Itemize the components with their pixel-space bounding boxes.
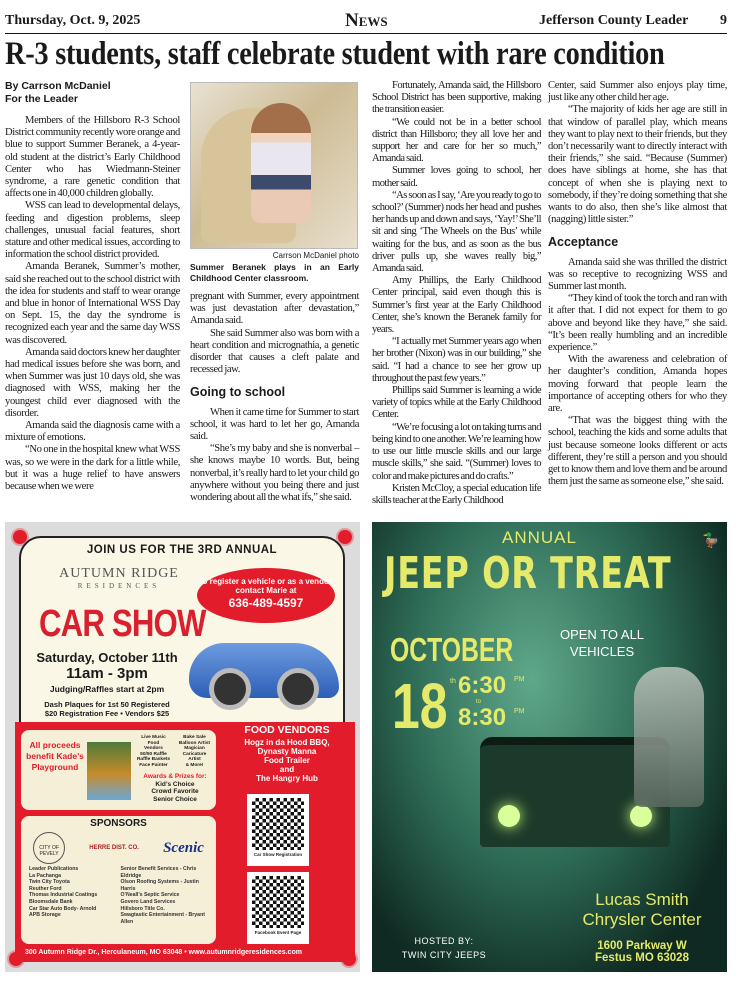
paragraph: Amanda Beranek, Summer’s mother, said she reached out to the school district with the idea for students and staff to wear orange and blue in honor of International WSS Day on Sept. 15, the day the syndrome is recognized each year and the same day WSS was discovered. [5,261,180,346]
paragraph: WSS can lead to developmental delays, feeding and digestion problems, sleep challenges, unusual facial features, short stature and other medical issues, according to information the school district provided. [5,200,180,261]
qr-label: Facebook Event Page [254,930,302,935]
author-affiliation: For the Leader [5,92,78,105]
list-item: Crowd Favorite [151,788,199,795]
paragraph: With the awareness and celebration of her daughter’s condition, Amanda hopes moving forward that people learn the importance of accepting others for who they are. [548,354,727,415]
logo-sub: RESIDENCES [77,582,161,590]
paragraphs [190,407,359,505]
page-header [5,10,727,34]
photo-caption: Summer Beranek plays in an Early Childhood Center classroom. [190,262,359,283]
paragraph: “No one in the hospital knew what WSS was, so we were in the dark for a little while, but it was a huge relief to have answers because when we were [5,444,180,493]
list-item: Artist [188,757,201,763]
start-time: 6:30 [458,672,507,699]
article-column-2 [190,82,359,504]
publication-name: Jefferson County Leader [539,13,689,28]
car-show-ad [5,522,360,972]
awards [136,773,214,803]
list-item: Bake Sale [183,735,206,740]
article-column-1 [5,80,180,493]
pevely-logo: CITY OF PEVELY [33,832,65,864]
paragraph: “They kind of took the torch and ran with it after that. I did not expect for them to go above and beyond like they have,” she said. “It’s been really humbling and an incredible experience.” [548,293,727,354]
list-item: Twin City Toyota [29,879,70,886]
pm-label: PM [514,708,525,715]
paragraph: Amanda said she was thrilled the district was so receptive to recognizing WSS and Summer last month. [548,256,727,293]
list-item: Face Painter [139,762,168,768]
event-date: Saturday, October 11th [36,650,178,665]
jeep-or-treat-ad [372,522,727,972]
list-item: La Pachanga [29,872,62,879]
jeep-or-treat-title: JEEP OR TREAT [384,548,672,599]
list-item: and [279,765,295,774]
qr-label: Car Show Registration [253,852,303,857]
paragraph: “We could not be in a better school district than Hillsboro; they all love her and support her and care for her so much,” Amanda said. [372,116,541,165]
paragraph: “She’s my baby and she is nonverbal – she knows maybe 10 words. But, being nonverbal, it’s really hard to let your child go anywhere without you being there and just wondering about all the what ifs,” she said. [190,443,359,504]
list-item: Food [147,740,160,746]
section-name: News [345,10,388,31]
phone-number: 636-489-4597 [228,596,304,610]
annual-label: ANNUAL [502,528,577,547]
list-item: Raffle Baskets [136,757,171,763]
food-vendors [221,724,353,783]
list-item: Senior Choice [153,795,197,803]
page-number: 9 [720,13,727,28]
paragraph: Kristen McCloy, a special education life skills teacher at the Early Childhood [372,482,541,506]
event-details [27,650,187,718]
awards-list [136,781,214,804]
list-item: Hillsboro Title Co. [120,905,165,912]
food-list [221,738,353,783]
paragraph: Summer loves going to school, her mother said. [372,165,541,189]
hosted-label: HOSTED BY: [414,936,474,946]
article-column-3 [372,80,541,507]
starburst-icon [338,530,352,544]
list-item: & More! [185,762,204,768]
list-item: Balloon Artist [178,740,211,746]
fee-line: $20 Registration Fee • Vendors $25 [44,709,170,718]
paragraph: “That was the biggest thing with the school, teaching the kids and some adults that just because someone looks different or acts different, they’re still a person and you should get to know them and love them and be around them just the same as someone else,” she said. [548,415,727,488]
grim-reaper-image [634,667,704,807]
list-item: Swagtastic Entertainment - Bryant Allen [120,912,205,925]
paragraph: “The majority of kids her age are still in that window of parallel play, which means they want to play next to their friends, but they don’t necessarily want to directly interact with their friends,” she said. “Because (Summer) does have siblings at home, she has that concept of when she is playing next to somebody, if they’re doing something that she wants to do also, then she’s like almost that (nagging) little sister.” [548,104,727,226]
list-item: Dynasty Manna [257,747,317,756]
awards-title: Awards & Prizes for: [143,773,207,780]
herre-logo: HERRE DIST. CO. [89,845,139,851]
list-item: 50/50 Raffle [140,751,167,757]
join-banner: JOIN US FOR THE 3RD ANNUAL [86,544,278,556]
paragraph: Phillips said Summer is learning a wide variety of topics while at the Early Childhood Center. [372,385,541,421]
paragraph: Center, said Summer also enjoys play time, just like any other child her age. [548,80,727,104]
qr-code-registration[interactable] [247,794,309,866]
event-time: 11am - 3pm [66,665,148,682]
list-item: Olson Roofing Systems - Justin Harris [120,879,199,892]
paragraphs [372,80,541,507]
pm-label: PM [514,676,525,683]
register-text: To register a vehicle or as a vendor, contact Marie at [198,577,334,595]
ad-footer-address: 300 Autumn Ridge Dr., Herculaneum, MO 63048 • www.autumnridgeresidences.com [25,949,302,956]
paragraphs [548,80,727,226]
list-item: Leader Publications [29,866,79,872]
paragraph: Amanda said doctors knew her daughter had medical issues before she was born, and when Summer was just 10 days old, she was diagnosed with WSS, making her the youngest child ever diagnosed with the disorder. [5,346,180,419]
list-item: Magician [184,746,205,752]
ad-top-panel [19,536,345,741]
fee-line: Dash Plaques for 1st 50 Registered [44,700,170,709]
paragraph: “I actually met Summer years ago when her brother (Nixon) was in our building,” she said. “I had a chance to see her grow up throughout the past few years.” [372,336,541,384]
list-item: Govero Land Services [120,898,176,905]
register-oval [197,568,335,623]
issue-date: Thursday, Oct. 9, 2025 [5,13,141,28]
dealer-name: Lucas Smith Chrysler Center [582,890,702,929]
paragraph: Amy Phillips, the Early Childhood Center principal, said even though this is Summer’s first year at the Early Childhood Center, she’s known the Beranek family for years. [372,275,541,336]
list-item: Live Music [141,735,166,740]
sponsors-panel [21,816,216,944]
paragraphs [548,257,727,489]
list-item: O’Neall’s Septic Service [120,892,180,899]
rubber-duck-icon: 🦆 [702,532,720,548]
address-line: Festus MO 63028 [595,952,689,964]
list-item: Bloomsdale Bank [29,898,73,905]
logo-name: AUTUMN RIDGE [59,566,179,581]
subhead-going-to-school: Going to school [190,385,286,400]
list-item: Caricature [182,751,207,757]
open-to-all-text: OPEN TO ALL VEHICLES [559,627,645,659]
autumn-ridge-logo [49,566,189,591]
sponsors-title: SPONSORS [90,818,147,829]
list-item: Senior Benefit Services - Chris Eldridge [120,866,197,879]
paragraph: She said Summer also was born with a heart condition and micrognathia, a genetic disorder that causes a cleft palate and recessed jaw. [190,327,359,376]
article-headline: R-3 students, staff celebrate student with rare condition [5,36,665,72]
paragraph: “As soon as I say, ‘Are you ready to go to school?’ (Summer) nods her head and pushes her hands up and down and says, ‘Yay!’ She’ll sit and sing ‘The Wheels on the Bus’ while waiting for the bus, and as soon as the bus driver pulls up, she waves really big,” Amanda said. [372,189,541,275]
list-item: Kid’s Choice [155,780,195,788]
to-label: to [476,699,482,705]
hosted-by [384,934,504,962]
classic-car-image [189,643,339,698]
car-show-title: CAR SHOW [39,603,206,645]
event-day: 18 [392,670,448,742]
starburst-icon [9,952,23,966]
sponsor-list-right [121,866,209,925]
article-column-4 [548,80,727,489]
subhead-acceptance: Acceptance [548,235,619,250]
paragraphs [190,291,359,376]
author: By Carrson McDaniel [5,80,111,92]
list-item: APB Storage [29,912,61,919]
activities-list [134,735,214,769]
list-item: Thomas Industrial Coatings [29,892,98,899]
paragraph: pregnant with Summer, every appointment was just devastation after devastation,” Amanda said. [190,291,359,327]
paragraphs [5,115,180,493]
day-suffix: th [450,678,456,685]
address-line: 1600 Parkway W [597,940,687,952]
list-item: Hogz in da Hood BBQ, [244,738,330,747]
paragraph: Members of the Hillsboro R-3 School District community recently wore orange and blue to support Summer Beranek, a 4-year-old student at the district’s Early Childhood Center who has Wiedmann-Steiner syndrome, a rare genetic condition that affects one in 40,000 children globally. [5,115,180,200]
list-item: Car Star Auto Body- Arnold [29,905,97,912]
sponsor-list-left [29,866,117,925]
starburst-icon [342,952,356,966]
article-photo [190,82,358,249]
list-item: Vendors [144,746,163,752]
proceeds-ticket [21,730,216,810]
byline [5,80,180,105]
event-month: OCTOBER [390,631,514,668]
list-item: Food Trailer [264,756,310,765]
qr-code-facebook[interactable] [247,872,309,944]
ad-red-panel [15,722,355,962]
proceeds-text: All proceeds benefit Kade’s Playground [26,740,84,772]
kades-playground-image [87,742,131,800]
list-item: Reuther Ford [29,885,62,892]
paragraph: Fortunately, Amanda said, the Hillsboro School District has been supportive, making the transition easier. [372,80,541,116]
paragraph: Amanda said the diagnosis came with a mixture of emotions. [5,420,180,444]
host-name: TWIN CITY JEEPS [401,950,487,960]
paragraph: When it came time for Summer to start school, it was hard to let her go, Amanda said. [190,406,359,443]
dealer-address [562,940,722,964]
food-title: FOOD VENDORS [244,724,330,736]
judging-time: Judging/Raffles start at 2pm [49,684,165,694]
list-item: The Hangry Hub [256,774,318,783]
paragraph: “We’re focusing a lot on taking turns and being kind to one another. We’re learning how to use our little muscle skills and our large muscle skills,” she said. “(Summer) loves to color and make pictures and do crafts.” [372,421,541,482]
photo-credit: Carrson McDaniel photo [272,251,359,260]
scenic-logo: Scenic [163,840,204,856]
end-time: 8:30 [458,704,507,731]
